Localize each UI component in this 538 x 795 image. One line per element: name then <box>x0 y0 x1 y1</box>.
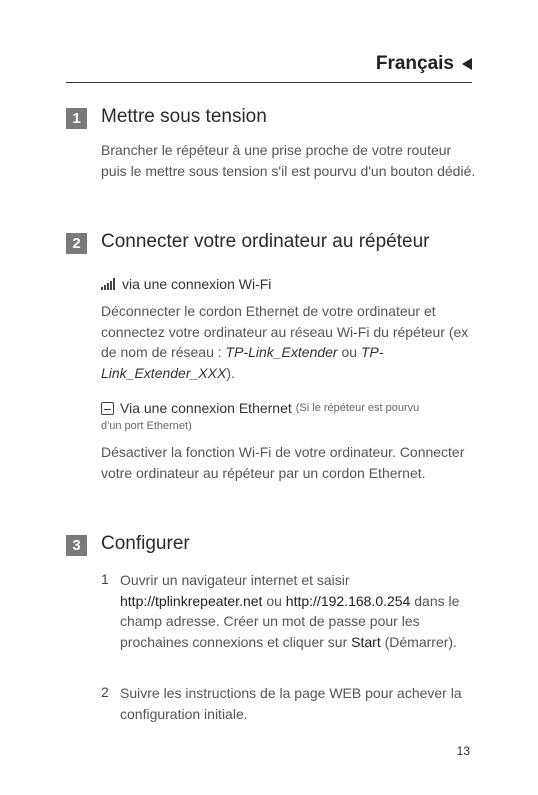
section-number-1: 1 <box>66 108 87 129</box>
step-1-text: Ouvrir un navigateur internet et saisir http://tplinkrepeater.net ou http://192.168.0.254 dans le champ adresse. Créer un mot de passe pour les prochaines connexions et cliquer sur Start (Démarrer). <box>120 572 460 650</box>
step-2-text: Suivre les instructions de la page WEB pour achever la configuration initiale. <box>120 685 462 722</box>
section-title-2: Connecter votre ordinateur au répéteur <box>101 231 430 252</box>
ssid-example-1: TP-Link_Extender <box>225 344 338 360</box>
page-number: 13 <box>456 744 470 758</box>
url-ip-address[interactable]: http://192.168.0.254 <box>285 592 411 609</box>
wifi-instructions: Déconnecter le cordon Ethernet de votre ordinateur et connectez votre ordinateur au réseau Wi-Fi du répéteur (ex de nom de réseau : TP-Link_Extender ou TP-Link_Extender_XXX). <box>101 303 469 381</box>
url-tplinkrepeater[interactable]: http://tplinkrepeater.net <box>120 592 263 609</box>
ethernet-note: (Si le répéteur est pourvu <box>295 402 420 414</box>
language-label: Français <box>375 53 454 74</box>
ssid-example-2: TP-Link_Extender_XXX <box>101 344 384 381</box>
ethernet-connection-heading <box>101 400 419 416</box>
header-divider <box>66 82 472 83</box>
step-number-2: 2 <box>101 684 109 700</box>
ethernet-port-icon <box>101 402 114 415</box>
start-button-label: Start <box>351 633 381 650</box>
wifi-label: via une connexion Wi-Fi <box>122 276 272 292</box>
wifi-connection-heading <box>101 276 271 292</box>
section-number-3: 3 <box>66 535 87 556</box>
section-title-3: Configurer <box>101 533 190 554</box>
ethernet-label: Via une connexion Ethernet <box>120 400 292 416</box>
language-header <box>376 53 472 75</box>
section-number-2: 2 <box>66 233 87 254</box>
section-title-1: Mettre sous tension <box>101 106 267 127</box>
section-1-body: Brancher le répéteur à une prise proche de votre routeur puis le mettre sous tension s'il est pourvu d'un bouton dédié. <box>101 142 476 179</box>
ethernet-instructions: Désactiver la fonction Wi-Fi de votre ordinateur. Connecter votre ordinateur au répéteur par un cordon Ethernet. <box>101 444 465 481</box>
triangle-left-icon <box>462 58 472 70</box>
ethernet-note-continued: d'un port Ethernet) <box>101 420 192 432</box>
step-number-1: 1 <box>101 571 109 587</box>
wifi-signal-icon <box>101 278 115 290</box>
